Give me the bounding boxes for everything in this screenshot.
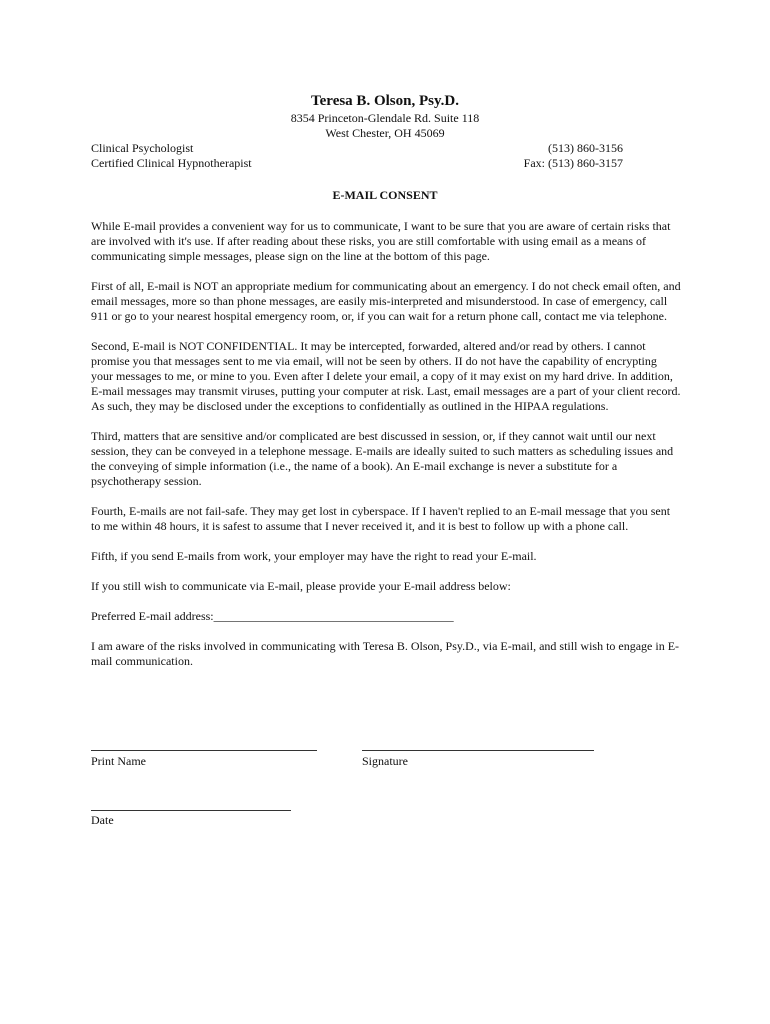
address-line-2: West Chester, OH 45069	[325, 126, 445, 140]
paragraph-provide-email: If you still wish to communicate via E-mail, please provide your E-mail address below:	[91, 579, 511, 593]
print-name-line[interactable]	[91, 750, 317, 751]
date-label: Date	[91, 813, 114, 827]
document-title: E-MAIL CONSENT	[332, 188, 438, 202]
paragraph-fail-safe: Fourth, E-mails are not fail-safe. They may get lost in cyberspace. If I haven't replied to an E-mail message that you sent to me within 48 hours, it is safest to assume that I never received it, and it is best to follow up with a phone call.	[91, 504, 671, 533]
signature-label: Signature	[362, 754, 408, 768]
paragraph-sensitive-matters: Third, matters that are sensitive and/or complicated are best discussed in session, or, if they cannot wait until our next session, they can be conveyed in a telephone message. E-mails are ideally suited to such matters as scheduling issues and the conveying of simple information (i.e., the name of a book). An E-mail exchange is never a substitute for a psychotherapy session.	[91, 429, 674, 488]
phone-number: (513) 860-3156	[548, 141, 623, 155]
paragraph-confidentiality: Second, E-mail is NOT CONFIDENTIAL. It may be intercepted, forwarded, altered and/or read by others. I cannot promise you that messages sent to me via email, will not be seen by others. II do not have the capability of encrypting your messages to me, or mine to you. Even after I delete your email, a copy of it may exist on my hard drive. In addition, E-mail messages may transmit viruses, putting your computer at risk. Last, email messages are a part of your client record. As such, they may be disclosed under the exceptions to confidentially as outlined in the HIPAA regulations.	[91, 339, 681, 413]
consent-body	[91, 219, 681, 684]
date-line[interactable]	[91, 810, 291, 811]
print-name-label: Print Name	[91, 754, 146, 768]
paragraph-work-email: Fifth, if you send E-mails from work, your employer may have the right to read your E-mail.	[91, 549, 537, 563]
fax-number: Fax: (513) 860-3157	[523, 156, 623, 170]
credential-1: Clinical Psychologist	[91, 141, 194, 155]
paragraph-emergency: First of all, E-mail is NOT an appropriate medium for communicating about an emergency. I do not check email often, and email messages, more so than phone messages, are easily mis-interpreted and misunderstood. In case of emergency, call 911 or go to your nearest hospital emergency room, or, if you can wait for a return phone call, contact me via telephone.	[91, 279, 681, 323]
signature-line[interactable]	[362, 750, 594, 751]
credential-2: Certified Clinical Hypnotherapist	[91, 156, 252, 170]
address-line-1: 8354 Princeton-Glendale Rd. Suite 118	[290, 111, 480, 125]
paragraph-acknowledgement: I am aware of the risks involved in communicating with Teresa B. Olson, Psy.D., via E-mail, and still wish to engage in E-mail communication.	[91, 639, 680, 668]
paragraph-intro: While E-mail provides a convenient way for us to communicate, I want to be sure that you are aware of certain risks that are involved with it's use. If after reading about these risks, you are still comfortable with using email as a means of communicating simple messages, please sign on the line at the bottom of this page.	[91, 219, 671, 263]
preferred-email-field[interactable]: Preferred E-mail address:________________________________________	[91, 609, 454, 623]
practitioner-name: Teresa B. Olson, Psy.D.	[311, 93, 459, 109]
